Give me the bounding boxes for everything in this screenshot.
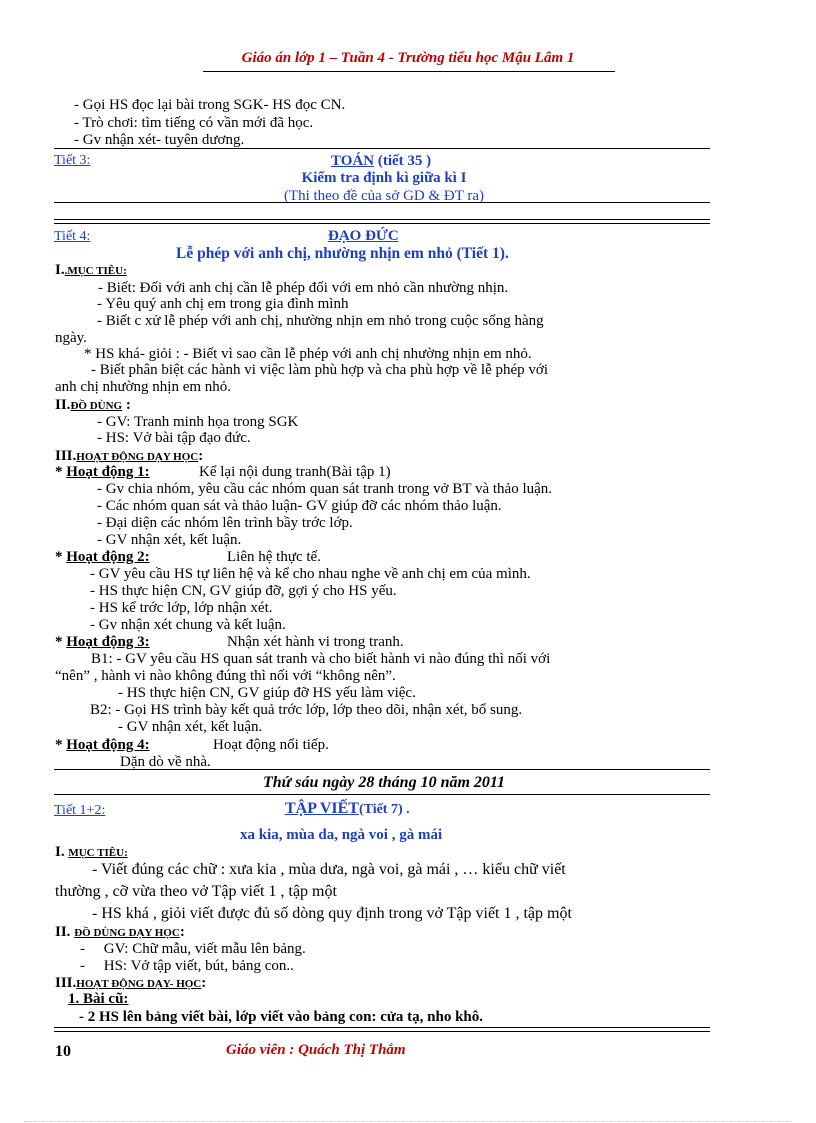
tool-line: - GV: Tranh minh họa trong SGK <box>97 414 299 430</box>
section-colon: : <box>201 975 207 991</box>
activity-3-label: * Hoạt động 3: <box>55 634 150 650</box>
goal-line: - Biết: Đối với anh chị cần lễ phép đối với em nhỏ cần nhường nhịn. <box>98 280 509 296</box>
tiet4-section-3 <box>55 449 203 464</box>
tiet3-subject-line <box>331 154 431 169</box>
activity-1-title: Kể lại nội dung tranh(Bài tập 1) <box>199 464 391 480</box>
activity-line: - Gv nhận xét chung và kết luận. <box>90 617 286 633</box>
tiet12-words: xa kia, mùa da, ngà voi , gà mái <box>240 827 443 843</box>
section-heading: HOẠT ĐỘNG DẠY- HỌC <box>76 978 202 990</box>
activity-line: - HS thực hiện CN, GV giúp đỡ, gợi ý cho HS yếu. <box>90 583 397 599</box>
goal-line: thường , cỡ vừa theo vở Tập viết 1 , tập một <box>55 883 337 900</box>
section-heading: HOẠT ĐỘNG DẠY HỌC <box>76 451 199 463</box>
activity-label-text: Hoạt động 2: <box>66 549 150 565</box>
tiet12-section-1 <box>55 845 128 860</box>
top-line-3: - Gv nhận xét- tuyên dương. <box>74 132 245 148</box>
tiet12-section-2 <box>55 925 185 940</box>
tiet12-subject: TẬP VIẾT <box>285 800 359 817</box>
divider <box>54 223 710 224</box>
activity-line: - HS thực hiện CN, GV giúp đỡ HS yếu làm việc. <box>118 685 416 701</box>
divider <box>54 219 710 220</box>
section-heading: MỤC TIÊU: <box>68 847 128 859</box>
activity-line: - Gv chia nhóm, yêu cầu các nhóm quan sát tranh trong vở BT và thảo luận. <box>97 481 553 497</box>
divider <box>54 1027 710 1028</box>
tool-line: - HS: Vở tập viết, bút, bảng con.. <box>80 958 294 974</box>
activity-line: - GV nhận xét, kết luận. <box>97 532 242 548</box>
activity-label-text: Hoạt động 1: <box>66 464 150 480</box>
page-edge <box>24 1121 792 1122</box>
tiet12-subject-suffix: (Tiết 7) . <box>358 802 410 817</box>
tiet12-section-3 <box>55 976 206 991</box>
tiet3-subject-suffix: (tiết 35 ) <box>374 153 432 169</box>
activity-line: B1: - GV yêu cầu HS quan sát tranh và cho biết hành vi nào đúng thì nối với <box>91 651 551 667</box>
footer-teacher: Giáo viên : Quách Thị Thắm <box>226 1042 406 1058</box>
tiet4-section-1 <box>55 263 127 278</box>
goal-line: - Biết phân biệt các hành vi việc làm phù hợp và cha phù hợp về lễ phép với <box>91 362 548 378</box>
activity-line: - HS kể trớc lớp, lớp nhận xét. <box>90 600 273 616</box>
divider <box>54 794 710 795</box>
activity-line: - GV yêu cầu HS tự liên hệ và kể cho nhau nghe về anh chị em của mình. <box>90 566 531 582</box>
bai-cu-label <box>68 992 128 1007</box>
section-colon: : <box>198 448 204 464</box>
tiet3-note: (Thi theo đề của sở GD & ĐT ra) <box>283 188 485 204</box>
tool-line: - HS: Vở bài tập đạo đức. <box>97 430 251 446</box>
page-header: Giáo án lớp 1 – Tuần 4 - Trường tiểu học Mậu Lâm 1 <box>241 50 575 66</box>
tiet3-title: Kiểm tra định kì giữa kì I <box>301 170 467 186</box>
section-number: I. <box>55 262 65 278</box>
tiet4-section-2 <box>55 398 131 413</box>
activity-line: B2: - Gọi HS trình bày kết quả trớc lớp, lớp theo dõi, nhận xét, bổ sung. <box>90 702 523 718</box>
activity-line: - Các nhóm quan sát và thảo luận- GV giúp đỡ các nhóm thảo luận. <box>97 498 502 514</box>
bai-cu-line: - 2 HS lên bảng viết bài, lớp viết vào bảng con: cửa tạ, nho khô. <box>79 1009 484 1025</box>
tiet3-label: Tiết 3: <box>54 153 91 168</box>
goal-line: - Biết c xử lễ phép với anh chị, nhường nhịn em nhỏ trong cuộc sống hàng <box>97 313 544 329</box>
goal-line: - HS khá , giỏi viết được đủ số dòng quy định trong vở Tập viết 1 , tập một <box>92 905 572 922</box>
activity-3-title: Nhận xét hành vi trong tranh. <box>227 634 404 650</box>
tool-line: - GV: Chữ mẫu, viết mẫu lên bảng. <box>80 941 306 957</box>
section-number: III. <box>55 448 77 464</box>
goal-line: ngày. <box>55 330 87 346</box>
activity-4-title: Hoạt động nối tiếp. <box>213 737 329 753</box>
section-heading: .MỤC TIÊU: <box>64 265 127 277</box>
divider <box>54 148 710 149</box>
goal-line: - Viết đúng các chữ : xưa kia , mùa dưa, ngà voi, gà mái , … kiểu chữ viết <box>92 861 566 878</box>
goal-line: * HS khá- giỏi : - Biết vì sao cần lễ phép với anh chị nhường nhịn em nhỏ. <box>84 346 532 362</box>
divider <box>54 202 710 203</box>
tiet4-subject: ĐẠO ĐỨC <box>328 228 399 244</box>
activity-label-text: Hoạt động 3: <box>66 634 150 650</box>
activity-line: - Đại diện các nhóm lên trình bầy trớc lớp. <box>97 515 353 531</box>
section-number: II. <box>55 397 71 413</box>
section-heading: ĐỒ DÙNG <box>70 400 123 412</box>
activity-line: “nên” , hành vi nào không đúng thì nối với “không nên”. <box>55 668 396 684</box>
activity-line: Dặn dò về nhà. <box>120 754 211 770</box>
goal-line: - Yêu quý anh chị em trong gia đình mình <box>97 296 349 312</box>
day-heading: Thứ sáu ngày 28 tháng 10 năm 2011 <box>262 774 506 791</box>
tiet4-title: Lễ phép với anh chị, nhường nhịn em nhỏ (Tiết 1). <box>176 245 509 262</box>
divider <box>54 1031 710 1032</box>
page-number: 10 <box>55 1043 71 1060</box>
goal-line: anh chị nhường nhịn em nhỏ. <box>55 379 232 395</box>
tiet3-subject: TOÁN <box>331 153 375 169</box>
divider <box>54 769 710 770</box>
section-colon: : <box>122 397 131 413</box>
activity-label-text: Hoạt động 4: <box>66 737 150 753</box>
top-line-1: - Gọi HS đọc lại bài trong SGK- HS đọc CN. <box>74 97 346 113</box>
tiet12-label: Tiết 1+2: <box>54 803 106 818</box>
section-colon: : <box>179 924 185 940</box>
section-number: II. <box>55 924 71 940</box>
bai-cu-text: 1. Bài cũ: <box>68 991 129 1007</box>
activity-4-label: * Hoạt động 4: <box>55 737 150 753</box>
activity-1-label: * Hoạt động 1: <box>55 464 150 480</box>
activity-2-label: * Hoạt động 2: <box>55 549 150 565</box>
section-number: I. <box>55 844 65 860</box>
section-heading: ĐỒ DÙNG DẠY HỌC <box>74 927 180 939</box>
activity-line: - GV nhận xét, kết luận. <box>118 719 263 735</box>
tiet4-label: Tiết 4: <box>54 229 91 244</box>
top-line-2: - Trò chơi: tìm tiếng có vần mới đã học. <box>74 115 314 131</box>
activity-2-title: Liên hệ thực tế. <box>227 549 321 565</box>
tiet12-subject-line <box>285 801 410 817</box>
section-number: III. <box>55 975 77 991</box>
header-rule <box>203 71 615 72</box>
